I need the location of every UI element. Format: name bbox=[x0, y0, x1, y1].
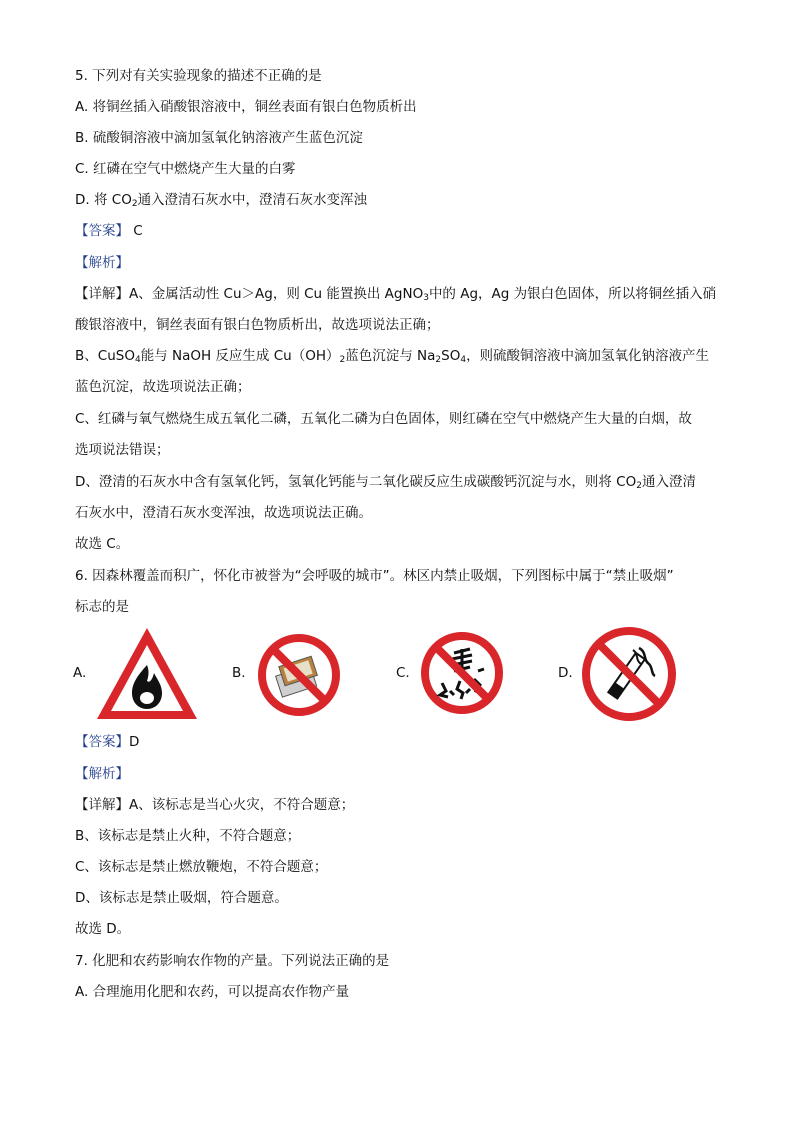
answer-tag: 【答案】 bbox=[75, 223, 129, 239]
q6-detail-line: B、该标志是禁止火种，不符合题意； bbox=[75, 828, 301, 844]
q6-answer bbox=[75, 732, 139, 752]
q5-stem: 5. 下列对有关实验现象的描述不正确的是 bbox=[75, 68, 322, 84]
q5-conclusion: 故选 C。 bbox=[75, 536, 130, 552]
answer-value: C bbox=[133, 223, 143, 239]
no-firecrackers-icon bbox=[420, 631, 504, 719]
q5-analysis-tag: 【解析】 bbox=[75, 255, 129, 271]
q5-answer bbox=[75, 221, 143, 241]
q5-detail-line: B、CuSO$_4$能与 NaOH 反应生成 $Cu(OH)_2$蓝色沉淀与 $Na_2SO_4$，则硫酸铜溶液中滴加氢氧化钠溶液产生 bbox=[75, 348, 710, 365]
q6-detail-line: C、该标志是禁止燃放鞭炮，不符合题意； bbox=[75, 859, 328, 875]
q5-option-b: B. 硫酸铜溶液中滴加氢氧化钠溶液产生蓝色沉淀 bbox=[75, 130, 363, 146]
q6-option-b-label: B. bbox=[232, 665, 246, 681]
q5-detail-line: C、红磷与氧气燃烧生成五氧化二磷，五氧化二磷为白色固体，则红磷在空气中燃烧产生大量的白烟，故 bbox=[75, 411, 692, 427]
q5-detail-line: 蓝色沉淀，故选项说法正确； bbox=[75, 379, 251, 395]
answer-tag: 【答案】 bbox=[75, 734, 129, 750]
q5-option-a: A. 将铜丝插入硝酸银溶液中，铜丝表面有银白色物质析出 bbox=[75, 99, 417, 115]
q6-conclusion: 故选 D。 bbox=[75, 921, 131, 937]
q6-stem: 6. 因森林覆盖而积广，怀化市被誉为“会呼吸的城市”。林区内禁止吸烟，下列图标中属于“禁止吸烟” bbox=[75, 568, 674, 584]
q5-option-c: C. 红磷在空气中燃烧产生大量的白雾 bbox=[75, 161, 296, 177]
q7-option-a: A. 合理施用化肥和农药，可以提高农作物产量 bbox=[75, 984, 350, 1000]
no-matches-icon bbox=[257, 633, 341, 721]
q6-option-a-label: A. bbox=[73, 665, 87, 681]
q6-analysis-tag: 【解析】 bbox=[75, 766, 129, 782]
q5-detail-line: 酸银溶液中，铜丝表面有银白色物质析出，故选项说法正确； bbox=[75, 317, 440, 333]
no-smoking-icon bbox=[581, 626, 677, 726]
q6-option-c-label: C. bbox=[396, 665, 410, 681]
answer-value: D bbox=[129, 734, 140, 750]
q5-detail-line: 选项说法错误； bbox=[75, 442, 170, 458]
q5-option-d: D. 将 $CO_2$通入澄清石灰水中，澄清石灰水变浑浊 bbox=[75, 192, 368, 209]
q7-stem: 7. 化肥和农药影响农作物的产量。下列说法正确的是 bbox=[75, 953, 390, 969]
fire-warning-icon bbox=[94, 625, 200, 727]
q5-detail-line: 【详解】A、金属活动性 Cu＞Ag，则 Cu 能置换出 AgNO$_3$中的 Ag，Ag 为银白色固体，所以将铜丝插入硝 bbox=[75, 286, 717, 303]
q5-detail-line: 石灰水中，澄清石灰水变浑浊，故选项说法正确。 bbox=[75, 505, 372, 521]
q6-detail-line: D、该标志是禁止吸烟，符合题意。 bbox=[75, 890, 288, 906]
q6-stem-cont: 标志的是 bbox=[75, 599, 129, 615]
q5-detail-line: D、澄清的石灰水中含有氢氧化钙，氢氧化钙能与二氧化碳反应生成碳酸钙沉淀与水，则将 $CO_2$通入澄清 bbox=[75, 474, 696, 491]
q6-option-d-label: D. bbox=[558, 665, 573, 681]
q6-detail-line: 【详解】A、该标志是当心火灾，不符合题意； bbox=[75, 797, 355, 813]
